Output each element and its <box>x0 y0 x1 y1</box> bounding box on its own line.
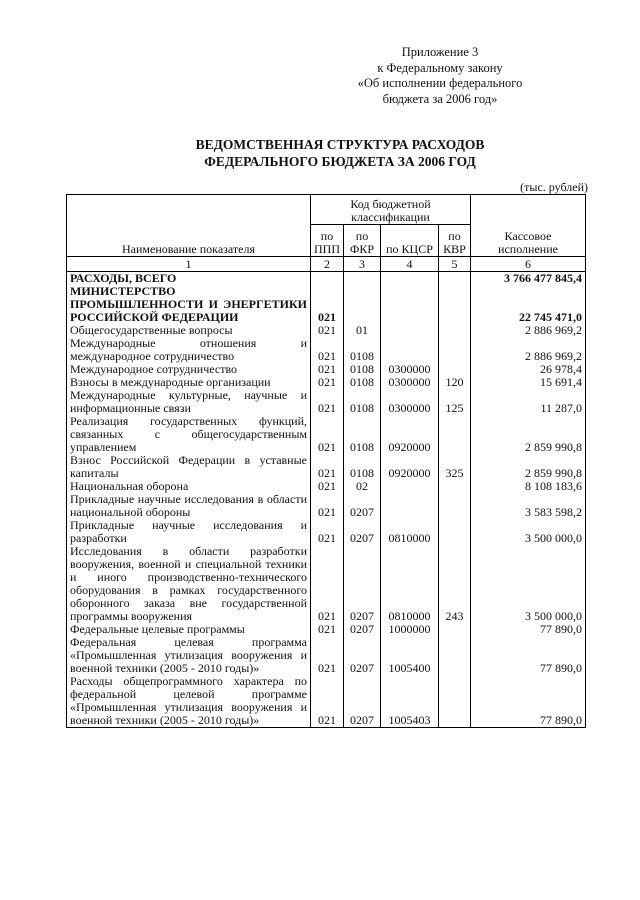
row-ppp-cell: 021 <box>311 389 344 415</box>
row-amount-cell: 26 978,4 <box>471 363 586 376</box>
row-ppp-cell: 021 <box>311 480 344 493</box>
row-fkr-cell: 0207 <box>344 675 381 728</box>
row-amount-cell: 2 886 969,2 <box>471 337 586 363</box>
appendix-line: бюджета за 2006 год» <box>382 91 498 106</box>
row-kvr-cell <box>439 636 471 675</box>
row-kcsr-cell <box>381 272 439 286</box>
table-row <box>67 636 586 675</box>
row-ppp-cell: 021 <box>311 376 344 389</box>
row-kcsr-cell: 1005403 <box>381 675 439 728</box>
row-name-cell: РАСХОДЫ, ВСЕГО <box>67 272 311 286</box>
row-kcsr-cell <box>381 337 439 363</box>
row-fkr-cell: 0108 <box>344 454 381 480</box>
row-ppp-cell: 021 <box>311 454 344 480</box>
header-code-group: Код бюджетной классификации <box>311 195 471 225</box>
row-name-cell: Взнос Российской Федерации в уставные капиталы <box>67 454 311 480</box>
units-label: (тыс. рублей) <box>520 180 588 194</box>
table-row <box>67 337 586 363</box>
row-ppp-cell: 021 <box>311 675 344 728</box>
column-number: 2 <box>311 257 344 272</box>
row-amount-cell: 77 890,0 <box>471 623 586 636</box>
row-ppp-cell: 021 <box>311 519 344 545</box>
row-kcsr-cell: 0920000 <box>381 415 439 454</box>
table-row <box>67 493 586 519</box>
row-fkr-cell: 0207 <box>344 623 381 636</box>
row-name-cell: Федеральная целевая программа «Промышленная утилизация вооружения и военной техники (2005 - 2010 годы)» <box>67 636 311 675</box>
row-fkr-cell: 0207 <box>344 545 381 623</box>
row-ppp-cell: 021 <box>311 285 344 324</box>
row-fkr-cell: 01 <box>344 324 381 337</box>
row-amount-cell: 3 500 000,0 <box>471 519 586 545</box>
row-kvr-cell: 243 <box>439 545 471 623</box>
row-kvr-cell <box>439 623 471 636</box>
row-amount-cell: 77 890,0 <box>471 675 586 728</box>
row-kcsr-cell <box>381 480 439 493</box>
row-ppp-cell: 021 <box>311 337 344 363</box>
header-fkr: по ФКР <box>344 225 381 257</box>
row-fkr-cell: 0207 <box>344 519 381 545</box>
row-amount-cell: 22 745 471,0 <box>471 285 586 324</box>
row-fkr-cell: 0108 <box>344 389 381 415</box>
row-name-cell: Международное сотрудничество <box>67 363 311 376</box>
table-row <box>67 545 586 623</box>
row-ppp-cell: 021 <box>311 493 344 519</box>
row-fkr-cell: 0207 <box>344 636 381 675</box>
row-name-cell: Общегосударственные вопросы <box>67 324 311 337</box>
row-kcsr-cell: 0810000 <box>381 519 439 545</box>
row-kcsr-cell <box>381 493 439 519</box>
row-fkr-cell: 02 <box>344 480 381 493</box>
column-number: 1 <box>67 257 311 272</box>
row-ppp-cell: 021 <box>311 545 344 623</box>
row-fkr-cell: 0108 <box>344 337 381 363</box>
row-name-cell: Международные отношения и международное сотрудничество <box>67 337 311 363</box>
header-kvr: по КВР <box>439 225 471 257</box>
title-line: ФЕДЕРАЛЬНОГО БЮДЖЕТА ЗА 2006 ГОД <box>204 153 476 169</box>
row-kcsr-cell: 0300000 <box>381 389 439 415</box>
table-row <box>67 285 586 324</box>
row-ppp-cell: 021 <box>311 324 344 337</box>
table-row <box>67 519 586 545</box>
row-ppp-cell: 021 <box>311 363 344 376</box>
column-number: 4 <box>381 257 439 272</box>
row-ppp-cell: 021 <box>311 415 344 454</box>
appendix-line: «Об исполнении федерального <box>357 76 523 90</box>
table-row <box>67 454 586 480</box>
row-amount-cell: 2 859 990,8 <box>471 454 586 480</box>
column-number: 5 <box>439 257 471 272</box>
row-kcsr-cell: 0300000 <box>381 363 439 376</box>
row-fkr-cell: 0108 <box>344 415 381 454</box>
row-kcsr-cell: 0810000 <box>381 545 439 623</box>
row-kcsr-cell: 1000000 <box>381 623 439 636</box>
row-name-cell: Международные культурные, научные и информационные связи <box>67 389 311 415</box>
row-kvr-cell <box>439 415 471 454</box>
row-kvr-cell <box>439 324 471 337</box>
row-amount-cell: 8 108 183,6 <box>471 480 586 493</box>
row-kvr-cell <box>439 519 471 545</box>
header-ppp: по ППП <box>311 225 344 257</box>
row-kvr-cell: 120 <box>439 376 471 389</box>
row-kcsr-cell: 0300000 <box>381 376 439 389</box>
row-name-cell: Реализация государственных функций, связанных с общегосударственным управлением <box>67 415 311 454</box>
row-kvr-cell <box>439 480 471 493</box>
row-amount-cell: 2 886 969,2 <box>471 324 586 337</box>
title-line: ВЕДОМСТВЕННАЯ СТРУКТУРА РАСХОДОВ <box>195 137 485 152</box>
column-number: 6 <box>471 257 586 272</box>
table-row <box>67 389 586 415</box>
header-name: Наименование показателя <box>67 195 311 257</box>
row-name-cell: Прикладные научные исследования в области национальной обороны <box>67 493 311 519</box>
row-kvr-cell: 125 <box>439 389 471 415</box>
row-kcsr-cell <box>381 285 439 324</box>
row-name-cell: Взносы в международные организации <box>67 376 311 389</box>
row-fkr-cell <box>344 272 381 286</box>
row-kcsr-cell: 0920000 <box>381 454 439 480</box>
row-ppp-cell <box>311 272 344 286</box>
header-amount: Кассовое исполнение <box>471 195 586 257</box>
row-amount-cell: 3 583 598,2 <box>471 493 586 519</box>
row-kvr-cell <box>439 272 471 286</box>
table-row <box>67 272 586 286</box>
appendix-line: Приложение 3 <box>401 45 479 59</box>
table-row <box>67 415 586 454</box>
row-amount-cell: 15 691,4 <box>471 376 586 389</box>
header-kcsr: по КЦСР <box>381 225 439 257</box>
appendix-line: к Федеральному закону <box>377 60 503 75</box>
row-kvr-cell: 325 <box>439 454 471 480</box>
row-fkr-cell: 0108 <box>344 363 381 376</box>
row-kvr-cell <box>439 493 471 519</box>
row-ppp-cell: 021 <box>311 623 344 636</box>
row-name-cell: Национальная оборона <box>67 480 311 493</box>
column-number: 3 <box>344 257 381 272</box>
row-amount-cell: 11 287,0 <box>471 389 586 415</box>
row-amount-cell: 3 500 000,0 <box>471 545 586 623</box>
row-name-cell: Исследования в области разработки вооружения, военной и специальной техники и иного производственно-технического оборудования в рамках государственного оборонного заказа вне государственной программы вооружения <box>67 545 311 623</box>
document-title <box>90 137 590 170</box>
row-amount-cell: 77 890,0 <box>471 636 586 675</box>
row-fkr-cell: 0108 <box>344 376 381 389</box>
row-fkr-cell: 0207 <box>344 493 381 519</box>
row-amount-cell: 3 766 477 845,4 <box>471 272 586 286</box>
row-kcsr-cell: 1005400 <box>381 636 439 675</box>
row-fkr-cell <box>344 285 381 324</box>
row-amount-cell: 2 859 990,8 <box>471 415 586 454</box>
row-ppp-cell: 021 <box>311 636 344 675</box>
appendix-note <box>340 45 540 107</box>
row-name-cell: Прикладные научные исследования и разработки <box>67 519 311 545</box>
row-name-cell: Расходы общепрограммного характера по федеральной целевой программе «Промышленная утилизация вооружения и военной техники (2005 - 2010 годы)» <box>67 675 311 728</box>
table-row <box>67 675 586 728</box>
budget-table <box>66 194 586 728</box>
row-kcsr-cell <box>381 324 439 337</box>
row-kvr-cell <box>439 337 471 363</box>
row-name-cell: Федеральные целевые программы <box>67 623 311 636</box>
table-body <box>67 272 586 728</box>
row-kvr-cell <box>439 285 471 324</box>
row-kvr-cell <box>439 675 471 728</box>
row-name-cell: МИНИСТЕРСТВО ПРОМЫШЛЕННОСТИ И ЭНЕРГЕТИКИ РОССИЙСКОЙ ФЕДЕРАЦИИ <box>67 285 311 324</box>
